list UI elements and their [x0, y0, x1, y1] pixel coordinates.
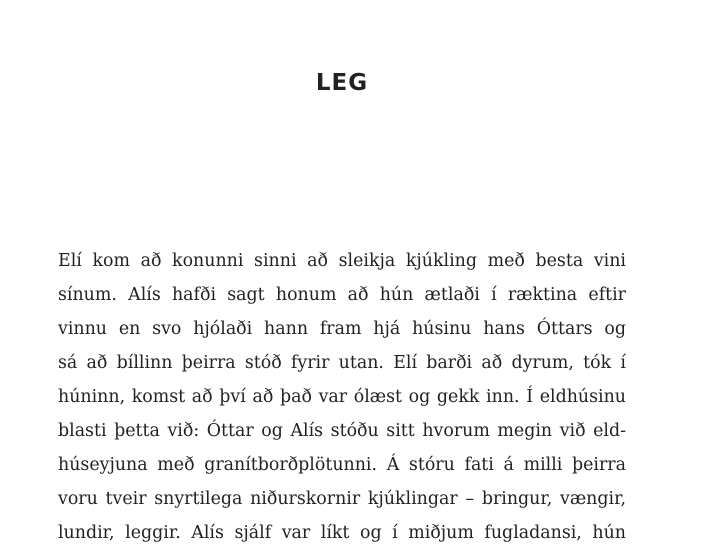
body-paragraph	[58, 244, 626, 550]
text-line: lundir, leggir. Alís sjálf var líkt og í miðjum fugladansi, hún	[58, 523, 626, 543]
text-line: húninn, komst að því að það var ólæst og gekk inn. Í eldhúsinu	[58, 387, 626, 407]
text-line: sá að bíllinn þeirra stóð fyrir utan. Elí barði að dyrum, tók í	[58, 353, 626, 373]
text-line: blasti þetta við: Óttar og Alís stóðu sitt hvorum megin við eld-	[58, 421, 626, 441]
text-line: sínum. Alís hafði sagt honum að hún ætlaði í ræktina eftir	[58, 285, 626, 305]
text-line: húseyjuna með granítborðplötunni. Á stóru fati á milli þeirra	[58, 455, 626, 475]
chapter-title: LEG	[315, 70, 369, 96]
text-line: Elí kom að konunni sinni að sleikja kjúkling með besta vini	[58, 251, 626, 271]
text-line: voru tveir snyrtilega niðurskornir kjúklingar – bringur, vængir,	[58, 489, 626, 509]
text-line: vinnu en svo hjólaði hann fram hjá húsinu hans Óttars og	[58, 319, 626, 339]
